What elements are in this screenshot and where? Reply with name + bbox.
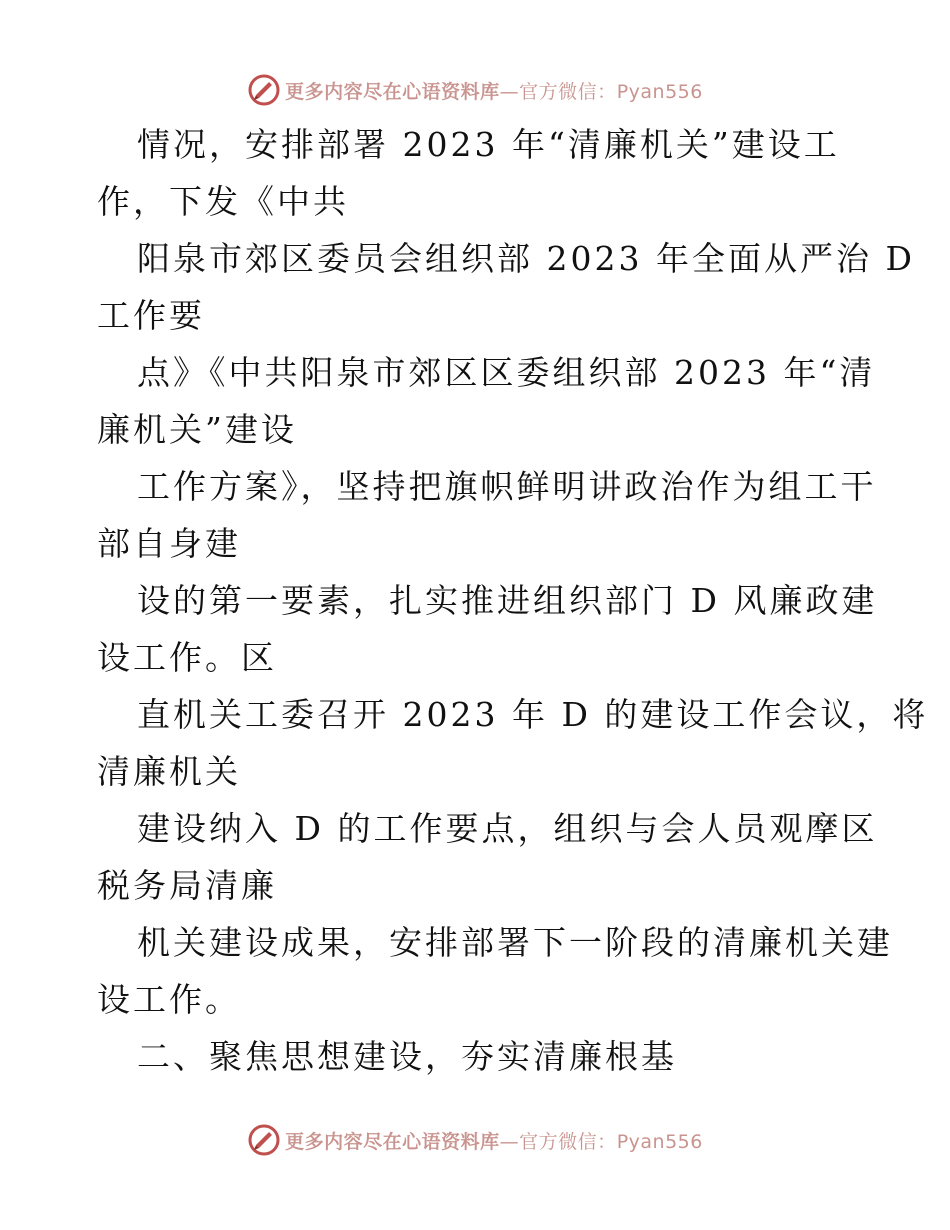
paragraph-line: 工作方案》，坚持把旗帜鲜明讲政治作为组工干 <box>137 467 877 506</box>
logo-icon <box>247 1123 281 1157</box>
paragraph-line: 设的第一要素，扎实推进组织部门 D 风廉政建 <box>137 581 878 620</box>
paragraph-3 <box>97 344 876 458</box>
paragraph-2 <box>97 230 915 344</box>
paragraph-8 <box>97 914 893 1028</box>
watermark-main: 更多内容尽在心语资料库 <box>285 80 500 103</box>
paragraph-line: 工作要 <box>97 296 205 335</box>
paragraph-line: 部自身建 <box>97 524 241 563</box>
watermark-id: Pyan556 <box>616 80 703 103</box>
paragraph-line: 情况，安排部署 2023 年“清廉机关”建设工 <box>137 125 840 164</box>
watermark-label: 官方微信： <box>519 80 617 103</box>
header-watermark <box>0 70 950 110</box>
watermark-separator: — <box>499 1130 520 1153</box>
logo-icon <box>247 73 281 107</box>
section-heading <box>97 1028 857 1085</box>
paragraph-line: 清廉机关 <box>97 752 241 791</box>
paragraph-1 <box>97 116 857 230</box>
paragraph-line: 机关建设成果，安排部署下一阶段的清廉机关建 <box>137 923 893 962</box>
watermark-id: Pyan556 <box>616 1130 703 1153</box>
paragraph-line: 直机关工委召开 2023 年 D 的建设工作会议，将 <box>137 695 929 734</box>
paragraph-line: 点》《中共阳泉市郊区区委组织部 2023 年“清 <box>137 353 876 392</box>
paragraph-line: 建设纳入 D 的工作要点，组织与会人员观摩区 <box>137 809 878 848</box>
footer-watermark <box>0 1120 950 1160</box>
paragraph-line: 作，下发《中共 <box>97 182 349 221</box>
paragraph-line: 税务局清廉 <box>97 866 277 905</box>
paragraph-line: 阳泉市郊区委员会组织部 2023 年全面从严治 D <box>137 239 915 278</box>
heading-text: 二、聚焦思想建设，夯实清廉根基 <box>137 1037 677 1076</box>
watermark-text <box>285 77 703 104</box>
paragraph-line: 廉机关”建设 <box>97 410 297 449</box>
watermark-text <box>285 1127 703 1154</box>
paragraph-5 <box>97 572 878 686</box>
watermark-separator: — <box>499 80 520 103</box>
watermark-main: 更多内容尽在心语资料库 <box>285 1130 500 1153</box>
paragraph-7 <box>97 800 878 914</box>
document-body <box>97 116 929 1085</box>
watermark-label: 官方微信： <box>519 1130 617 1153</box>
paragraph-6 <box>97 686 929 800</box>
paragraph-line: 设工作。区 <box>97 638 277 677</box>
paragraph-line: 设工作。 <box>97 980 241 1019</box>
paragraph-4 <box>97 458 877 572</box>
